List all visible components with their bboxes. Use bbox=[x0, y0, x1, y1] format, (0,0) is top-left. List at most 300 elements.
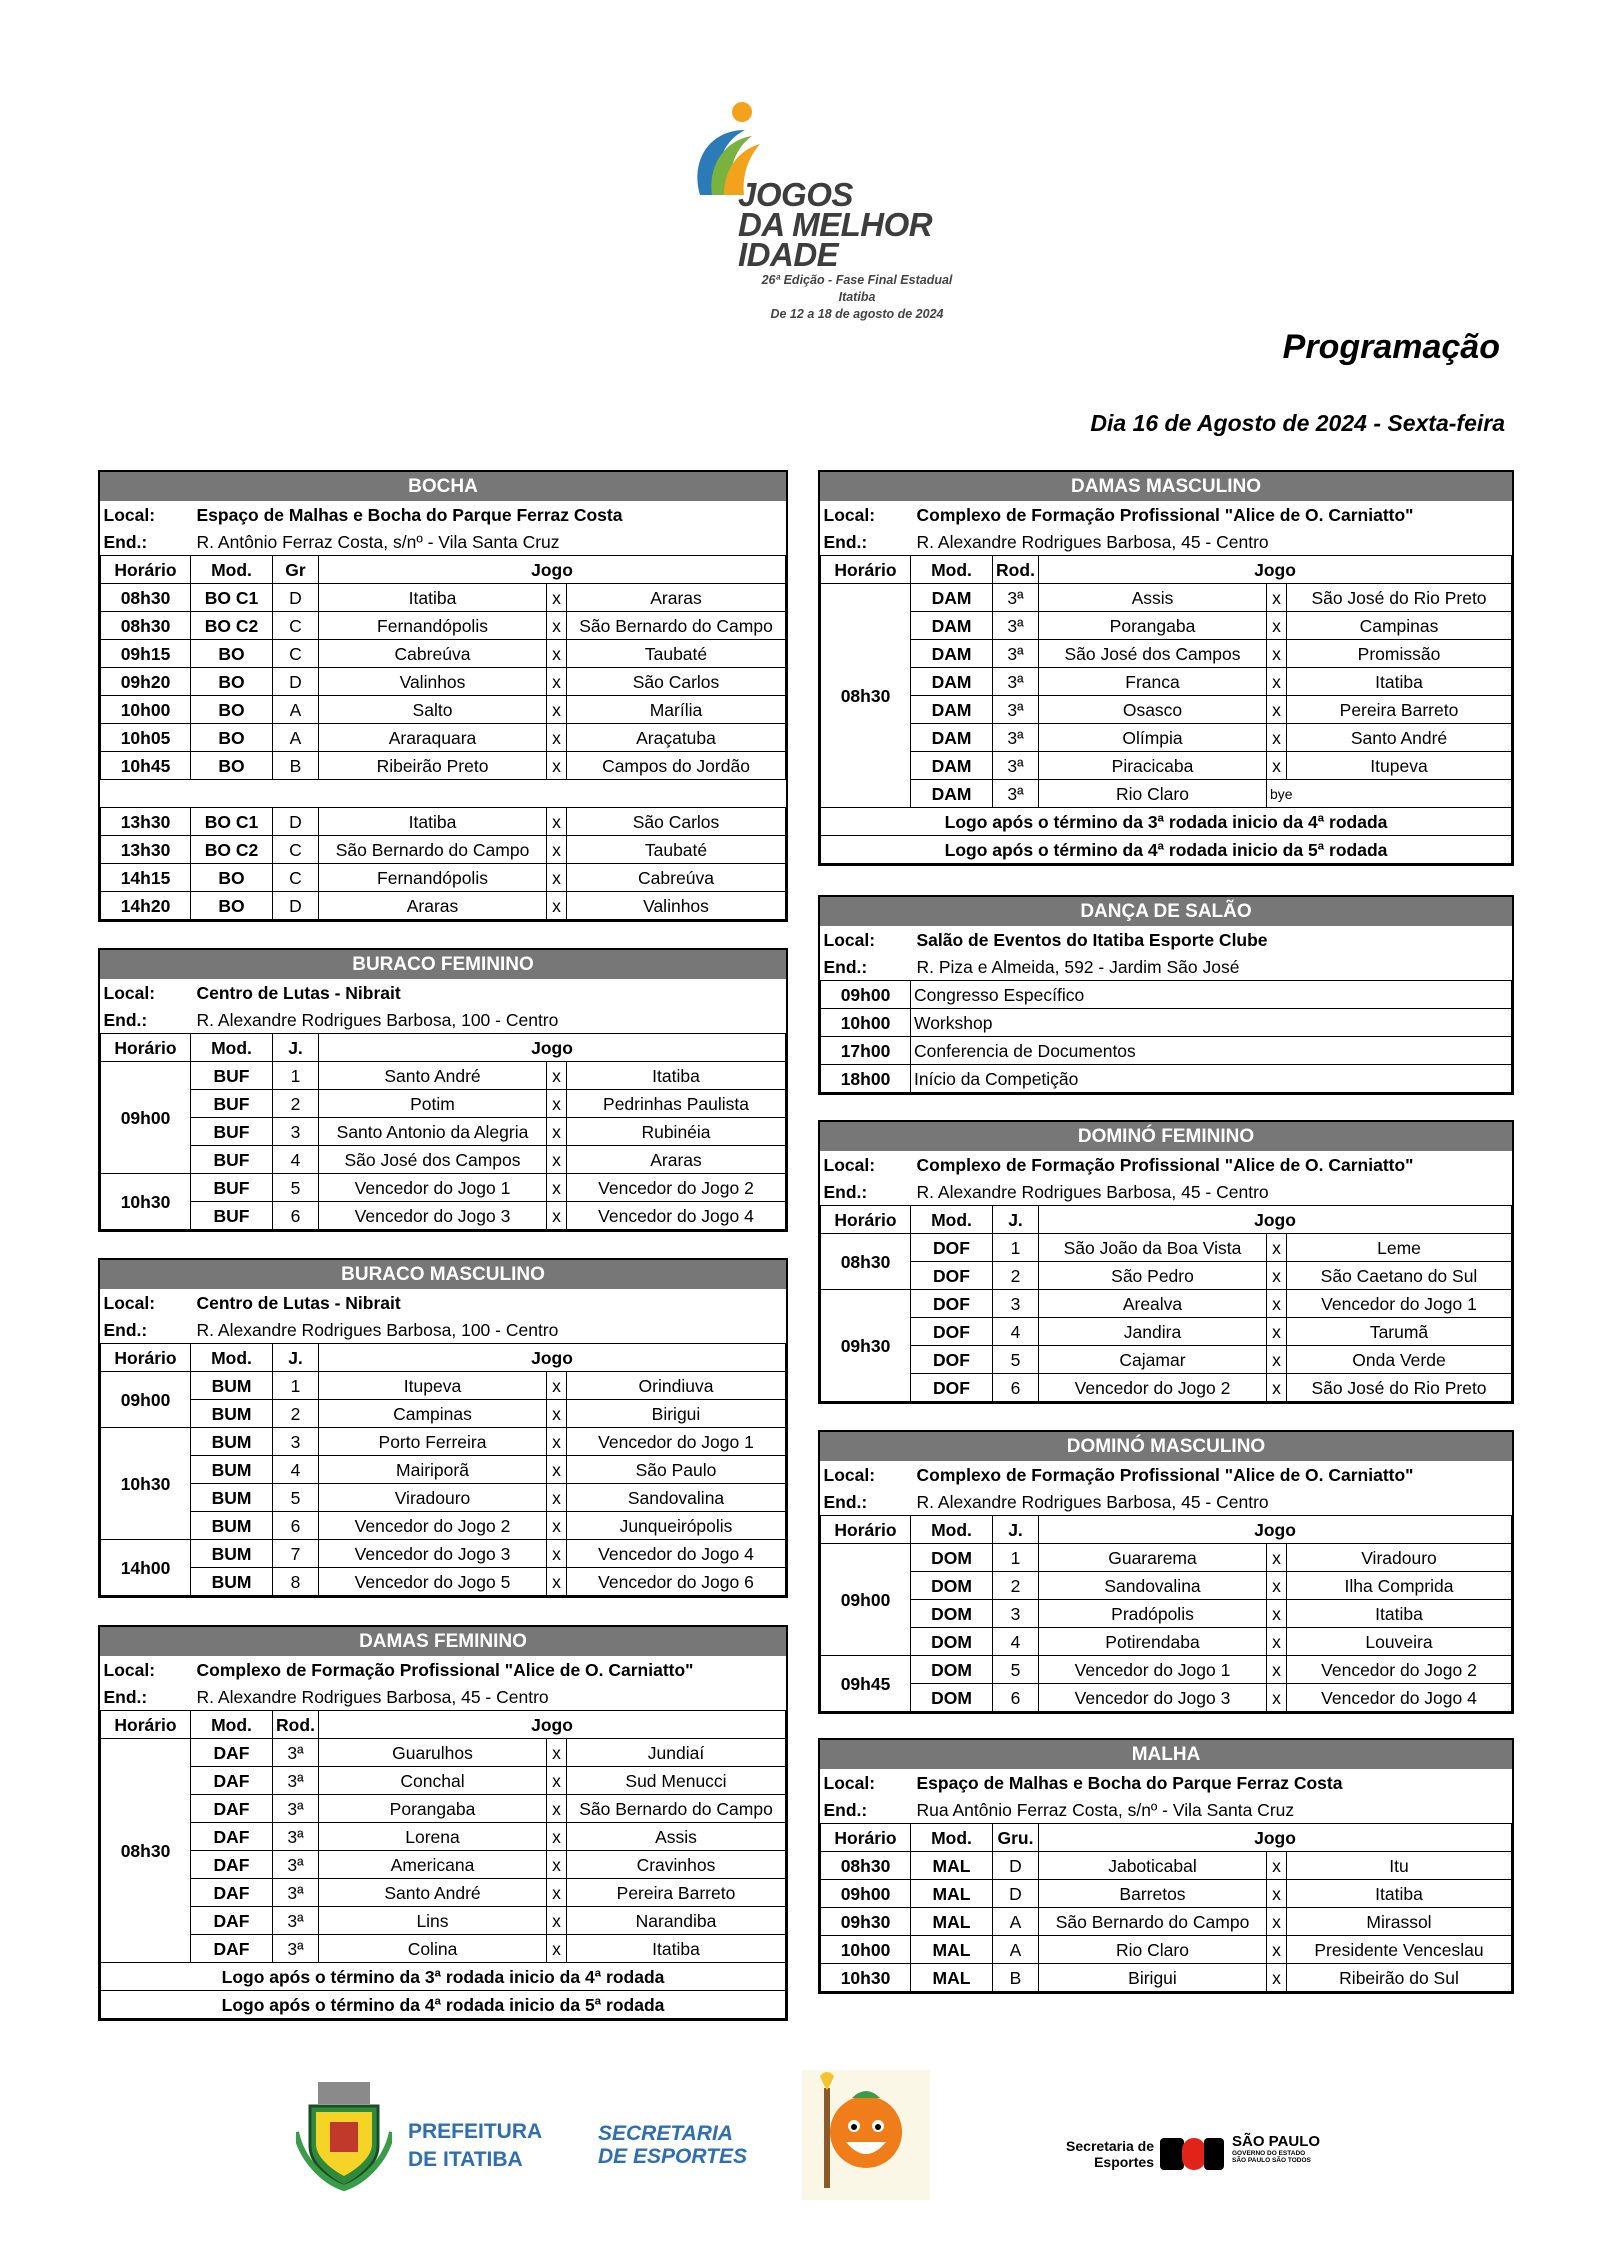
match-row bbox=[101, 1372, 786, 1400]
modality: DOF bbox=[911, 1374, 993, 1402]
modality: BUM bbox=[191, 1400, 273, 1428]
match-row bbox=[101, 1823, 786, 1851]
versus: x bbox=[547, 1202, 567, 1230]
versus: x bbox=[547, 1795, 567, 1823]
modality: DOM bbox=[911, 1628, 993, 1656]
match-time: 10h00 bbox=[821, 1936, 911, 1964]
match-row bbox=[101, 640, 786, 668]
match-time: 14h00 bbox=[101, 1540, 191, 1596]
address: Rua Antônio Ferraz Costa, s/nº - Vila Santa Cruz bbox=[916, 1799, 1295, 1820]
team-home: Jaboticabal bbox=[1039, 1852, 1267, 1880]
match-time: 10h00 bbox=[101, 696, 191, 724]
round-note: Logo após o término da 4ª rodada inicio da 5ª rodada bbox=[821, 836, 1512, 864]
table-cell: Local: bbox=[823, 504, 876, 525]
team-home: Vencedor do Jogo 2 bbox=[319, 1512, 547, 1540]
table-cell: Mod. bbox=[191, 556, 273, 584]
match-row bbox=[101, 1935, 786, 1963]
section-title: MALHA bbox=[821, 1741, 1512, 1769]
versus: x bbox=[1267, 1234, 1287, 1262]
team-home: Itatiba bbox=[319, 808, 547, 836]
match-time: 13h30 bbox=[101, 836, 191, 864]
team-away: Itu bbox=[1287, 1852, 1512, 1880]
modality: BUF bbox=[191, 1118, 273, 1146]
team-home: São Pedro bbox=[1039, 1262, 1267, 1290]
address: R. Alexandre Rodrigues Barbosa, 45 - Centro bbox=[916, 531, 1269, 552]
team-away: Itupeva bbox=[1287, 752, 1512, 780]
team-away: Marília bbox=[567, 696, 786, 724]
table-row bbox=[101, 473, 786, 501]
event-name: Início da Competição bbox=[911, 1065, 1512, 1093]
address: R. Alexandre Rodrigues Barbosa, 100 - Centro bbox=[196, 1009, 559, 1030]
match-row bbox=[821, 612, 1512, 640]
match-row bbox=[821, 584, 1512, 612]
modality: BO bbox=[191, 892, 273, 920]
table-cell: Jogo bbox=[319, 556, 786, 584]
versus: x bbox=[547, 1540, 567, 1568]
table-cell: Local: bbox=[103, 1292, 156, 1313]
match-row bbox=[101, 1512, 786, 1540]
match-row bbox=[101, 1428, 786, 1456]
table-row bbox=[101, 556, 786, 584]
team-home: Colina bbox=[319, 1935, 547, 1963]
team-away: Araçatuba bbox=[567, 724, 786, 752]
team-away: Itatiba bbox=[567, 1062, 786, 1090]
table-row bbox=[101, 1656, 786, 1684]
team-away: Ilha Comprida bbox=[1287, 1572, 1512, 1600]
match-time: 10h45 bbox=[101, 752, 191, 780]
team-home: Ribeirão Preto bbox=[319, 752, 547, 780]
versus: x bbox=[1267, 1290, 1287, 1318]
match-row bbox=[821, 1318, 1512, 1346]
table-row bbox=[821, 1516, 1512, 1544]
table-row bbox=[101, 1991, 786, 2019]
round-note: Logo após o término da 4ª rodada inicio da 5ª rodada bbox=[101, 1991, 786, 2019]
versus: x bbox=[1267, 724, 1287, 752]
team-home: Araras bbox=[319, 892, 547, 920]
table-cell: J. bbox=[993, 1516, 1039, 1544]
table-cell: Horário bbox=[821, 556, 911, 584]
table-row bbox=[101, 1289, 786, 1317]
team-away: Rubinéia bbox=[567, 1118, 786, 1146]
match-row bbox=[101, 1851, 786, 1879]
round: 4 bbox=[993, 1628, 1039, 1656]
versus: x bbox=[1267, 640, 1287, 668]
team-away: Taubaté bbox=[567, 836, 786, 864]
versus: x bbox=[547, 1062, 567, 1090]
team-away: Vencedor do Jogo 4 bbox=[567, 1540, 786, 1568]
match-time: 08h30 bbox=[101, 584, 191, 612]
match-time: 14h15 bbox=[101, 864, 191, 892]
team-away: Vencedor do Jogo 4 bbox=[567, 1202, 786, 1230]
match-time: 10h30 bbox=[101, 1174, 191, 1230]
event-name: Congresso Específico bbox=[911, 981, 1512, 1009]
match-time: 09h00 bbox=[101, 1372, 191, 1428]
address: R. Alexandre Rodrigues Barbosa, 45 - Centro bbox=[916, 1181, 1269, 1202]
match-row bbox=[821, 1628, 1512, 1656]
team-home: Fernandópolis bbox=[319, 612, 547, 640]
table-cell: Local: bbox=[103, 1659, 156, 1680]
modality: BO bbox=[191, 640, 273, 668]
schedule-row bbox=[821, 1037, 1512, 1065]
team-home: Itatiba bbox=[319, 584, 547, 612]
round: 1 bbox=[273, 1062, 319, 1090]
section-title: DOMINÓ MASCULINO bbox=[821, 1433, 1512, 1461]
event-logo bbox=[690, 100, 990, 330]
team-away: São Bernardo do Campo bbox=[567, 612, 786, 640]
table-row bbox=[821, 1123, 1512, 1151]
section-title: DOMINÓ FEMININO bbox=[821, 1123, 1512, 1151]
team-home: Vencedor do Jogo 3 bbox=[319, 1202, 547, 1230]
match-row bbox=[821, 1544, 1512, 1572]
table-cell: Horário bbox=[101, 1711, 191, 1739]
match-row bbox=[821, 1374, 1512, 1402]
match-time: 10h30 bbox=[821, 1964, 911, 1992]
versus: x bbox=[547, 640, 567, 668]
sp-government-logo-icon bbox=[1160, 2134, 1226, 2179]
table-cell: Mod. bbox=[911, 556, 993, 584]
match-row bbox=[821, 1908, 1512, 1936]
table-row bbox=[821, 808, 1512, 836]
round: 3ª bbox=[273, 1739, 319, 1767]
modality: DOM bbox=[911, 1656, 993, 1684]
table-cell: End.: bbox=[823, 956, 868, 977]
event-time: 10h00 bbox=[821, 1009, 911, 1037]
round: 3ª bbox=[993, 724, 1039, 752]
section-domino-masculino bbox=[818, 1430, 1514, 1714]
team-away: Campinas bbox=[1287, 612, 1512, 640]
modality: MAL bbox=[911, 1880, 993, 1908]
table-cell: Jogo bbox=[1039, 1206, 1512, 1234]
round: 3ª bbox=[273, 1767, 319, 1795]
team-away: São Carlos bbox=[567, 808, 786, 836]
modality: DAM bbox=[911, 752, 993, 780]
round: 7 bbox=[273, 1540, 319, 1568]
modality: DAF bbox=[191, 1879, 273, 1907]
match-time: 08h30 bbox=[101, 1739, 191, 1963]
modality: DOF bbox=[911, 1234, 993, 1262]
event-logo-title: JOGOS DA MELHOR IDADE bbox=[738, 176, 933, 273]
versus: x bbox=[547, 1174, 567, 1202]
table-row bbox=[101, 951, 786, 979]
team-away: Itatiba bbox=[1287, 668, 1512, 696]
table-row bbox=[101, 1711, 786, 1739]
team-away: Onda Verde bbox=[1287, 1346, 1512, 1374]
team-home: Lins bbox=[319, 1907, 547, 1935]
round: 1 bbox=[993, 1234, 1039, 1262]
team-home: Vencedor do Jogo 5 bbox=[319, 1568, 547, 1596]
match-row bbox=[101, 892, 786, 920]
match-row bbox=[821, 1656, 1512, 1684]
round: 1 bbox=[273, 1372, 319, 1400]
versus: x bbox=[547, 724, 567, 752]
team-away: Presidente Venceslau bbox=[1287, 1936, 1512, 1964]
match-time: 08h30 bbox=[821, 1234, 911, 1290]
versus: x bbox=[1267, 1544, 1287, 1572]
team-home: Olímpia bbox=[1039, 724, 1267, 752]
match-time: 09h15 bbox=[101, 640, 191, 668]
section-damas-masculino bbox=[818, 470, 1514, 866]
table-row bbox=[821, 1151, 1512, 1179]
modality: DAF bbox=[191, 1851, 273, 1879]
table-cell: Local: bbox=[823, 1154, 876, 1175]
match-time: 08h30 bbox=[821, 584, 911, 808]
section-malha bbox=[818, 1738, 1514, 1994]
match-time: 09h00 bbox=[821, 1544, 911, 1656]
modality: BUF bbox=[191, 1090, 273, 1118]
round: 3 bbox=[993, 1290, 1039, 1318]
versus: x bbox=[1267, 1346, 1287, 1374]
team-home: São Bernardo do Campo bbox=[319, 836, 547, 864]
group: A bbox=[993, 1936, 1039, 1964]
match-row bbox=[821, 1880, 1512, 1908]
versus: x bbox=[1267, 1374, 1287, 1402]
match-time: 09h00 bbox=[821, 1880, 911, 1908]
table-row bbox=[101, 1006, 786, 1034]
team-away: Leme bbox=[1287, 1234, 1512, 1262]
team-home: Assis bbox=[1039, 584, 1267, 612]
team-away: São José do Rio Preto bbox=[1287, 1374, 1512, 1402]
team-away: Araras bbox=[567, 1146, 786, 1174]
team-home: São Bernardo do Campo bbox=[1039, 1908, 1267, 1936]
team-home: Birigui bbox=[1039, 1964, 1267, 1992]
modality: BUF bbox=[191, 1202, 273, 1230]
table-row bbox=[821, 898, 1512, 926]
venue: Centro de Lutas - Nibrait bbox=[196, 1292, 401, 1313]
match-time: 10h05 bbox=[101, 724, 191, 752]
modality: DAF bbox=[191, 1907, 273, 1935]
team-home: Fernandópolis bbox=[319, 864, 547, 892]
team-away: Jundiaí bbox=[567, 1739, 786, 1767]
team-home: Potirendaba bbox=[1039, 1628, 1267, 1656]
team-home: Vencedor do Jogo 3 bbox=[319, 1540, 547, 1568]
versus: x bbox=[547, 752, 567, 780]
table-row bbox=[821, 501, 1512, 529]
team-home: Vencedor do Jogo 3 bbox=[1039, 1684, 1267, 1712]
team-away: Tarumã bbox=[1287, 1318, 1512, 1346]
table-cell: J. bbox=[273, 1034, 319, 1062]
round: 6 bbox=[273, 1202, 319, 1230]
venue: Salão de Eventos do Itatiba Esporte Clube bbox=[916, 929, 1268, 950]
table-row: Local: Espaço de Malhas e Bocha do Parque Ferraz Costa bbox=[101, 501, 786, 529]
versus: x bbox=[1267, 1684, 1287, 1712]
table-row bbox=[821, 1488, 1512, 1516]
table-cell: Gru. bbox=[993, 1824, 1039, 1852]
modality: MAL bbox=[911, 1936, 993, 1964]
table-cell: Jogo bbox=[1039, 556, 1512, 584]
team-away: Vencedor do Jogo 2 bbox=[567, 1174, 786, 1202]
team-away: São Bernardo do Campo bbox=[567, 1795, 786, 1823]
team-away: Orindiuva bbox=[567, 1372, 786, 1400]
sp-government-text: SÃO PAULO GOVERNO DO ESTADO SÃO PAULO SÃO TODOS bbox=[1232, 2133, 1321, 2164]
versus: x bbox=[1267, 1852, 1287, 1880]
modality: DAM bbox=[911, 640, 993, 668]
match-time: 14h20 bbox=[101, 892, 191, 920]
table-cell: Local: bbox=[823, 929, 876, 950]
mascot-icon bbox=[802, 2070, 930, 2205]
venue: Complexo de Formação Profissional "Alice de O. Carniatto" bbox=[916, 504, 1414, 525]
table-cell: Mod. bbox=[911, 1206, 993, 1234]
itatiba-coat-of-arms-icon bbox=[296, 2082, 392, 2197]
modality: DAM bbox=[911, 584, 993, 612]
match-time: 09h30 bbox=[821, 1290, 911, 1402]
team-home: Osasco bbox=[1039, 696, 1267, 724]
versus: x bbox=[547, 1851, 567, 1879]
team-home: Potim bbox=[319, 1090, 547, 1118]
match-row bbox=[101, 1879, 786, 1907]
round: 3ª bbox=[993, 696, 1039, 724]
team-home: São José dos Campos bbox=[319, 1146, 547, 1174]
round: 3 bbox=[993, 1600, 1039, 1628]
modality: BO bbox=[191, 668, 273, 696]
section-title: BOCHA bbox=[101, 473, 786, 501]
round: 4 bbox=[273, 1456, 319, 1484]
table-cell: End.: bbox=[823, 1799, 868, 1820]
modality: BUM bbox=[191, 1568, 273, 1596]
table-cell: Rod. bbox=[993, 556, 1039, 584]
table-cell: End.: bbox=[103, 1686, 148, 1707]
modality: DOF bbox=[911, 1290, 993, 1318]
modality: DOF bbox=[911, 1262, 993, 1290]
match-row bbox=[101, 1146, 786, 1174]
team-away: Pedrinhas Paulista bbox=[567, 1090, 786, 1118]
round: 3ª bbox=[993, 584, 1039, 612]
table-row bbox=[821, 1769, 1512, 1797]
modality: BUF bbox=[191, 1146, 273, 1174]
versus: x bbox=[547, 1400, 567, 1428]
team-home: Vencedor do Jogo 1 bbox=[319, 1174, 547, 1202]
versus: x bbox=[547, 1739, 567, 1767]
modality: BO bbox=[191, 864, 273, 892]
team-home: Viradouro bbox=[319, 1484, 547, 1512]
table-row bbox=[821, 1796, 1512, 1824]
team-away: São Paulo bbox=[567, 1456, 786, 1484]
round: 6 bbox=[273, 1512, 319, 1540]
table-cell: Horário bbox=[101, 1344, 191, 1372]
team-away: Itatiba bbox=[1287, 1880, 1512, 1908]
versus: x bbox=[1267, 1262, 1287, 1290]
team-home: Piracicaba bbox=[1039, 752, 1267, 780]
team-home: Franca bbox=[1039, 668, 1267, 696]
table-row bbox=[101, 780, 786, 808]
match-row bbox=[101, 752, 786, 780]
group: B bbox=[273, 752, 319, 780]
venue: Complexo de Formação Profissional "Alice de O. Carniatto" bbox=[916, 1464, 1414, 1485]
versus: x bbox=[547, 1512, 567, 1540]
table-cell: End.: bbox=[823, 1491, 868, 1512]
modality: DAM bbox=[911, 724, 993, 752]
page-title: Programação bbox=[1282, 328, 1500, 366]
match-time: 08h30 bbox=[101, 612, 191, 640]
match-row bbox=[101, 1767, 786, 1795]
group: D bbox=[273, 892, 319, 920]
round: 3ª bbox=[273, 1823, 319, 1851]
group: C bbox=[273, 836, 319, 864]
table-row bbox=[821, 836, 1512, 864]
modality: MAL bbox=[911, 1964, 993, 1992]
match-row bbox=[101, 668, 786, 696]
versus: x bbox=[547, 1935, 567, 1963]
versus: x bbox=[547, 1879, 567, 1907]
round: 3ª bbox=[993, 668, 1039, 696]
match-time: 13h30 bbox=[101, 808, 191, 836]
modality: BUM bbox=[191, 1428, 273, 1456]
versus: x bbox=[547, 612, 567, 640]
team-home: Santo Antonio da Alegria bbox=[319, 1118, 547, 1146]
table-row bbox=[101, 1628, 786, 1656]
team-home: Vencedor do Jogo 1 bbox=[1039, 1656, 1267, 1684]
team-home: Porangaba bbox=[319, 1795, 547, 1823]
event-time: 09h00 bbox=[821, 981, 911, 1009]
secretaria-esportes-logo-text: SECRETARIA DE ESPORTES bbox=[598, 2122, 747, 2168]
schedule-row bbox=[821, 1065, 1512, 1093]
round: 5 bbox=[273, 1484, 319, 1512]
match-row bbox=[101, 1202, 786, 1230]
round: 2 bbox=[273, 1090, 319, 1118]
modality: BO bbox=[191, 752, 273, 780]
team-away: Vencedor do Jogo 1 bbox=[567, 1428, 786, 1456]
table-cell: Horário bbox=[821, 1824, 911, 1852]
modality: DAF bbox=[191, 1935, 273, 1963]
match-time: 09h00 bbox=[101, 1062, 191, 1174]
table-cell: Horário bbox=[101, 556, 191, 584]
event-name: Workshop bbox=[911, 1009, 1512, 1037]
modality: BO C1 bbox=[191, 808, 273, 836]
table-cell: End.: bbox=[103, 1319, 148, 1340]
table-row bbox=[821, 1461, 1512, 1489]
match-time: 08h30 bbox=[821, 1852, 911, 1880]
versus: x bbox=[547, 1090, 567, 1118]
bye-label: bye bbox=[1267, 780, 1512, 808]
round: 5 bbox=[993, 1656, 1039, 1684]
versus: x bbox=[1267, 752, 1287, 780]
team-away: Itatiba bbox=[567, 1935, 786, 1963]
table-row bbox=[821, 1741, 1512, 1769]
event-time: 17h00 bbox=[821, 1037, 911, 1065]
table-row bbox=[821, 473, 1512, 501]
team-home: Porto Ferreira bbox=[319, 1428, 547, 1456]
modality: BUM bbox=[191, 1372, 273, 1400]
group: D bbox=[273, 584, 319, 612]
round: 3ª bbox=[273, 1935, 319, 1963]
table-row bbox=[101, 1261, 786, 1289]
round: 3 bbox=[273, 1118, 319, 1146]
section-title: DAMAS MASCULINO bbox=[821, 473, 1512, 501]
round: 2 bbox=[993, 1572, 1039, 1600]
team-home: Pradópolis bbox=[1039, 1600, 1267, 1628]
round-note: Logo após o término da 3ª rodada inicio da 4ª rodada bbox=[821, 808, 1512, 836]
modality: DOM bbox=[911, 1600, 993, 1628]
team-home: Rio Claro bbox=[1039, 780, 1267, 808]
team-home: Valinhos bbox=[319, 668, 547, 696]
round: 6 bbox=[993, 1374, 1039, 1402]
match-row bbox=[821, 1290, 1512, 1318]
venue: Espaço de Malhas e Bocha do Parque Ferraz Costa bbox=[916, 1772, 1343, 1793]
group: D bbox=[993, 1852, 1039, 1880]
venue: Complexo de Formação Profissional "Alice de O. Carniatto" bbox=[196, 1659, 694, 1680]
versus: x bbox=[547, 696, 567, 724]
modality: BO bbox=[191, 724, 273, 752]
modality: BUF bbox=[191, 1174, 273, 1202]
versus: x bbox=[547, 1146, 567, 1174]
schedule-row bbox=[821, 981, 1512, 1009]
table-row bbox=[101, 1963, 786, 1991]
team-away: Sud Menucci bbox=[567, 1767, 786, 1795]
team-away: Campos do Jordão bbox=[567, 752, 786, 780]
modality: BUM bbox=[191, 1512, 273, 1540]
group: C bbox=[273, 864, 319, 892]
team-home: São João da Boa Vista bbox=[1039, 1234, 1267, 1262]
match-row bbox=[821, 1684, 1512, 1712]
